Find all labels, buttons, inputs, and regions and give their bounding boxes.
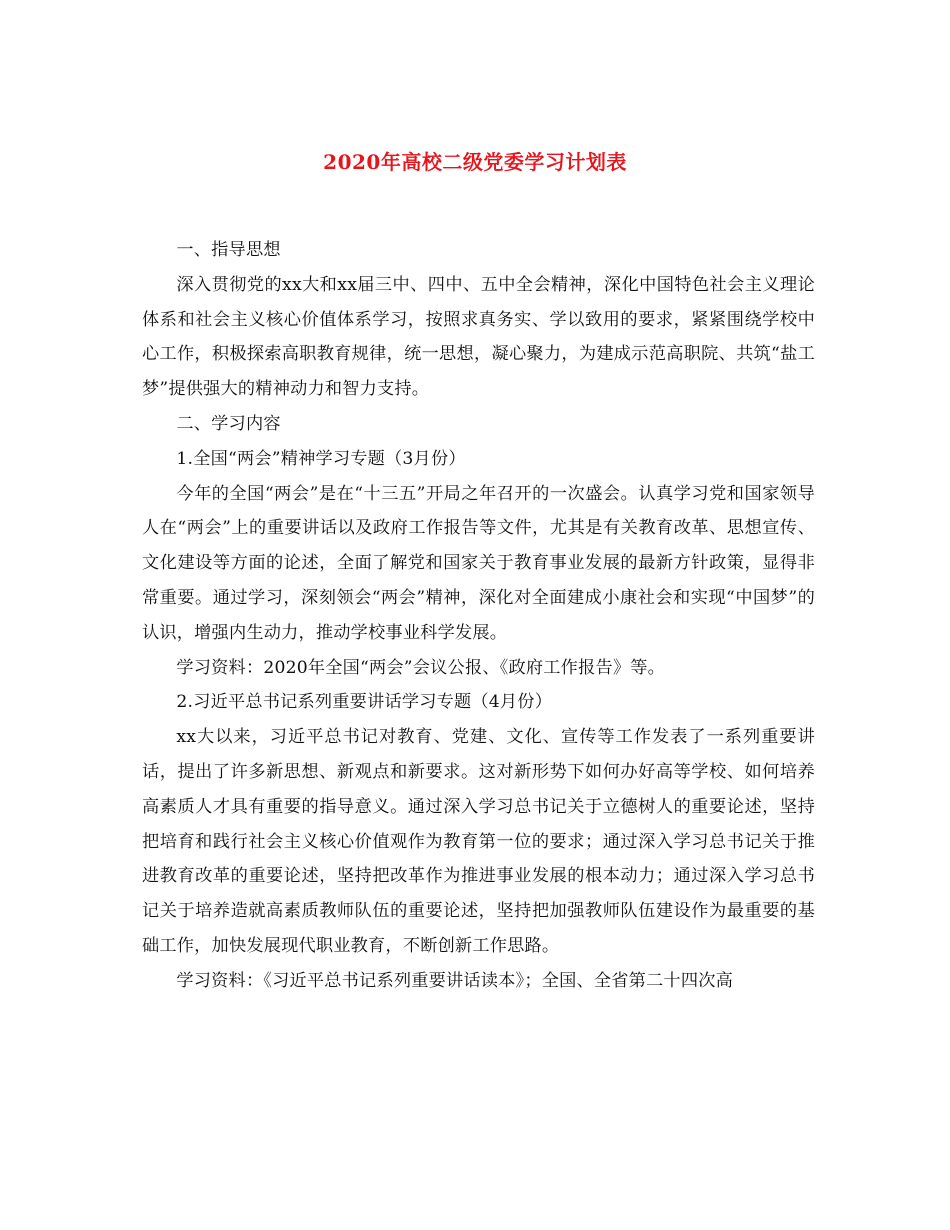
topic-1-materials: 学习资料：2020年全国“两会”会议公报、《政府工作报告》等。 bbox=[176, 657, 665, 678]
topic-2-heading: 2.习近平总书记系列重要讲话学习专题（4月份） bbox=[176, 692, 553, 713]
topic-1-heading: 1.全国“两会”精神学习专题（3月份） bbox=[176, 448, 466, 469]
topic-2-paragraph: xx大以来，习近平总书记对教育、党建、文化、宣传等工作发表了一系列重要讲话，提出了许多新思想、新观点和新要求。这对新形势下如何办好高等学校、如何培养高素质人才具有重要的指导意义。通过深入学习总书记关于立德树人的重要论述，坚持把培育和践行社会主义核心价值观作为教育第一位的要求；通过深入学习总书记关于推进教育改革的重要论述，坚持把改革作为推进事业发展的根本动力；通过深入学习总书记关于培养造就高素质教师队伍的重要论述，坚持把加强教师队伍建设作为最重要的基础工作，加快发展现代职业教育，不断创新工作思路。 bbox=[142, 727, 815, 956]
topic-1-paragraph: 今年的全国“两会”是在“十三五”开局之年召开的一次盛会。认真学习党和国家领导人在“两会”上的重要讲话以及政府工作报告等文件，尤其是有关教育改革、思想宣传、文化建设等方面的论述，全面了解党和国家关于教育事业发展的最新方针政策，显得非常重要。通过学习，深刻领会“两会”精神，深化对全面建成小康社会和实现“中国梦”的认识，增强内生动力，推动学校事业科学发展。 bbox=[142, 483, 815, 643]
document-title: 2020年高校二级党委学习计划表 bbox=[323, 150, 627, 174]
document-body bbox=[142, 233, 815, 999]
paragraph-guiding-ideology: 深入贯彻党的xx大和xx届三中、四中、五中全会精神，深化中国特色社会主义理论体系和社会主义核心价值体系学习，按照求真务实、学以致用的要求，紧紧围绕学校中心工作，积极探索高职教育规律，统一思想，凝心聚力，为建成示范高职院、共筑“盐工梦”提供强大的精神动力和智力支持。 bbox=[142, 274, 815, 400]
heading-guiding-ideology: 一、指导思想 bbox=[176, 240, 281, 260]
heading-study-content: 二、学习内容 bbox=[176, 413, 281, 434]
topic-2-materials: 学习资料：《习近平总书记系列重要讲话读本》；全国、全省第二十四次高 bbox=[176, 970, 733, 991]
